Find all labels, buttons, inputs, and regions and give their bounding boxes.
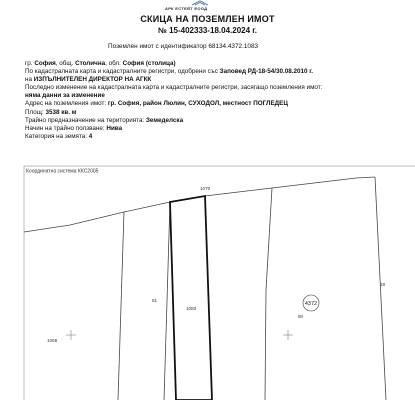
last-change-value: няма данни за изменение [25, 92, 105, 100]
parcel-labels [47, 186, 386, 343]
usage-value: Нива [106, 124, 123, 132]
approval-by-prefix: на [25, 76, 32, 84]
road-label: 1070 [200, 186, 211, 191]
identifier-label: Поземлен имот с идентификатор [108, 43, 207, 50]
city-prefix: гр. [25, 60, 33, 67]
far-left-label: 1068 [47, 338, 58, 343]
subject-parcel-boundary [170, 196, 212, 400]
approval-text: По кадастралната карта и кадастралните регистри, одобрени със [25, 68, 218, 76]
block-sub-label: 80 [298, 314, 304, 319]
area-value: 3538 кв. м [45, 108, 77, 116]
city: София [34, 60, 56, 67]
right-label: 18 [380, 282, 386, 287]
crosshair-icon [66, 330, 76, 340]
crosshair-icon [283, 330, 293, 340]
coord-system: Координатна система ККС2005 [26, 168, 99, 175]
area-label: Площ: [25, 108, 44, 116]
address-value: гр. София, район Люлин, СУХОДОЛ, местност ПОГЛЕДЕЦ [107, 100, 288, 108]
block-number: 4372 [304, 301, 318, 307]
subject-label: 1083 [186, 306, 197, 311]
category-label: Категория на земята: [25, 132, 88, 140]
category-value: 4 [88, 132, 93, 140]
document-number: № 15-402333-18.04.2024 г. [157, 26, 258, 35]
address-label: Адрес на поземления имот: [25, 100, 107, 108]
block-marker [303, 295, 319, 311]
municipality: Столична [75, 60, 106, 67]
purpose-label: Трайно предназначение на територията: [25, 116, 145, 124]
logo-text: АРК ЕСТЕЙТ ЕООД [165, 6, 208, 11]
usage-label: Начин на трайно ползване: [25, 124, 105, 132]
oblast-prefix: , обл. [105, 60, 121, 67]
identifier-value: 68134.4372.1083 [208, 43, 259, 50]
crosshair-icons [66, 330, 293, 340]
map-frame [24, 166, 415, 400]
document-title: СКИЦА НА ПОЗЕМЛЕН ИМОТ [140, 14, 275, 24]
last-change-label: Последно изменение на кадастралната карта и кадастралните регистри, засягащо поземления имот: [25, 84, 323, 92]
purpose-value: Земеделска [145, 116, 184, 124]
approval-by: ИЗПЪЛНИТЕЛЕН ДИРЕКТОР НА АГКК [33, 76, 152, 84]
municipality-prefix: , общ. [55, 60, 74, 67]
neighbor-label: 51 [152, 298, 158, 303]
oblast: София (столица) [122, 60, 176, 67]
approval-order: Заповед РД-18-54/30.08.2010 г. [219, 68, 314, 76]
